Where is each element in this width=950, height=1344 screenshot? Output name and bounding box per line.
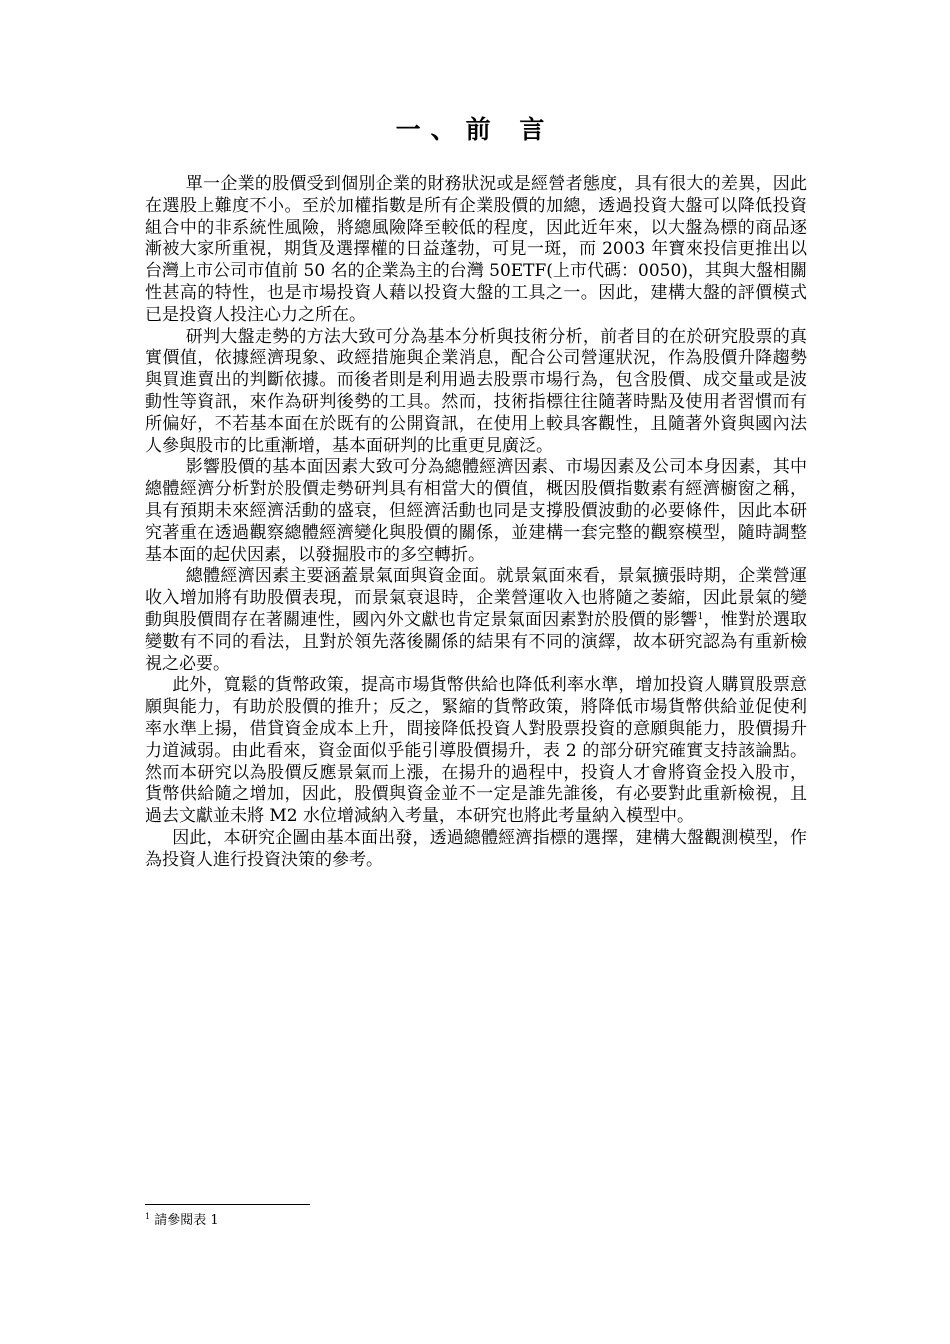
body-text — [145, 174, 807, 872]
paragraph-4 — [145, 566, 807, 675]
paragraph-1: 單一企業的股價受到個別企業的財務狀況或是經營者態度，具有很大的差異，因此在選股上難度不小。至於加權指數是所有企業股價的加總，透過投資大盤可以降低投資組合中的非系統性風險，將總風險降至較低的程度，因此近年來，以大盤為標的商品逐漸被大家所重視，期貨及選擇權的日益蓬勃，可見一斑，而 2003 年寶來投信更推出以台灣上市公司市值前 50 名的企業為主的台灣 50ETF(上市代碼：0050)，其與大盤相關性甚高的特性，也是市場投資人藉以投資大盤的工具之一。因此，建構大盤的評價模式已是投資人投注心力之所在。 — [145, 174, 807, 325]
paragraph-4-text-a: 總體經濟因素主要涵蓋景氣面與資金面。就景氣面來看，景氣擴張時期，企業營運收入增加將有助股價表現，而景氣衰退時，企業營運收入也將隨之萎縮，因此景氣的變動與股價間存在著關連性，國內外文獻也肯定景氣面因素對於股價的影響 — [145, 566, 807, 630]
paragraph-2: 研判大盤走勢的方法大致可分為基本分析與技術分析，前者目的在於研究股票的真實價值，依據經濟現象、政經措施與企業消息，配合公司營運狀況，作為股價升降趨勢與買進賣出的判斷依據。而後者則是利用過去股票市場行為，包含股價、成交量或是波動性等資訊，來作為研判後勢的工具。然而，技術指標往往隨著時點及使用者習慣而有所偏好，不若基本面在於既有的公開資訊，在使用上較具客觀性，且隨著外資與國內法人參與股市的比重漸增，基本面研判的比重更見廣泛。 — [145, 326, 807, 456]
footnote — [145, 1212, 219, 1230]
footnote-reference: 1 — [697, 611, 704, 622]
footnote-divider — [145, 1204, 310, 1205]
paragraph-6: 因此，本研究企圖由基本面出發，透過總體經濟指標的選擇，建構大盤觀測模型，作為投資人進行投資決策的參考。 — [145, 827, 807, 870]
paragraph-4-text-b: ，惟對於選取變數有不同的看法，且對於領先落後關係的結果有不同的演繹，故本研究認為有重新檢視之必要。 — [145, 609, 808, 674]
footnote-text: 請參閱表 1 — [150, 1213, 219, 1228]
paragraph-5: 此外，寬鬆的貨幣政策，提高市場貨幣供給也降低利率水準，增加投資人購買股票意願與能力，有助於股價的推升；反之，緊縮的貨幣政策，將降低市場貨幣供給並促使利率水準上揚，借貸資金成本上升，間接降低投資人對股票投資的意願與能力，股價揚升力道減弱。由此看來，資金面似乎能引導股價揚升，表 2 的部分研究確實支持該論點。然而本研究以為股價反應景氣而上漲，在揚升的過程中，投資人才會將資金投入股市，貨幣供給隨之增加，因此，股價與資金並不一定是誰先誰後，有必要對此重新檢視，且過去文獻並未將 M2 水位增減納入考量，本研究也將此考量納入模型中。 — [145, 675, 807, 827]
footnote-mark: 1 — [145, 1212, 151, 1221]
page-title: 一、前 言 — [395, 115, 555, 144]
paragraph-3: 影響股價的基本面因素大致可分為總體經濟因素、市場因素及公司本身因素，其中總體經濟分析對於股價走勢研判具有相當大的價值，概因股價指數素有經濟櫥窗之稱，具有預期未來經濟活動的盛衰，但經濟活動也同是支撐股價波動的必要條件，因此本研究著重在透過觀察總體經濟變化與股價的關係，並建構一套完整的觀察模型，隨時調整基本面的起伏因素，以發掘股市的多空轉折。 — [145, 457, 807, 565]
